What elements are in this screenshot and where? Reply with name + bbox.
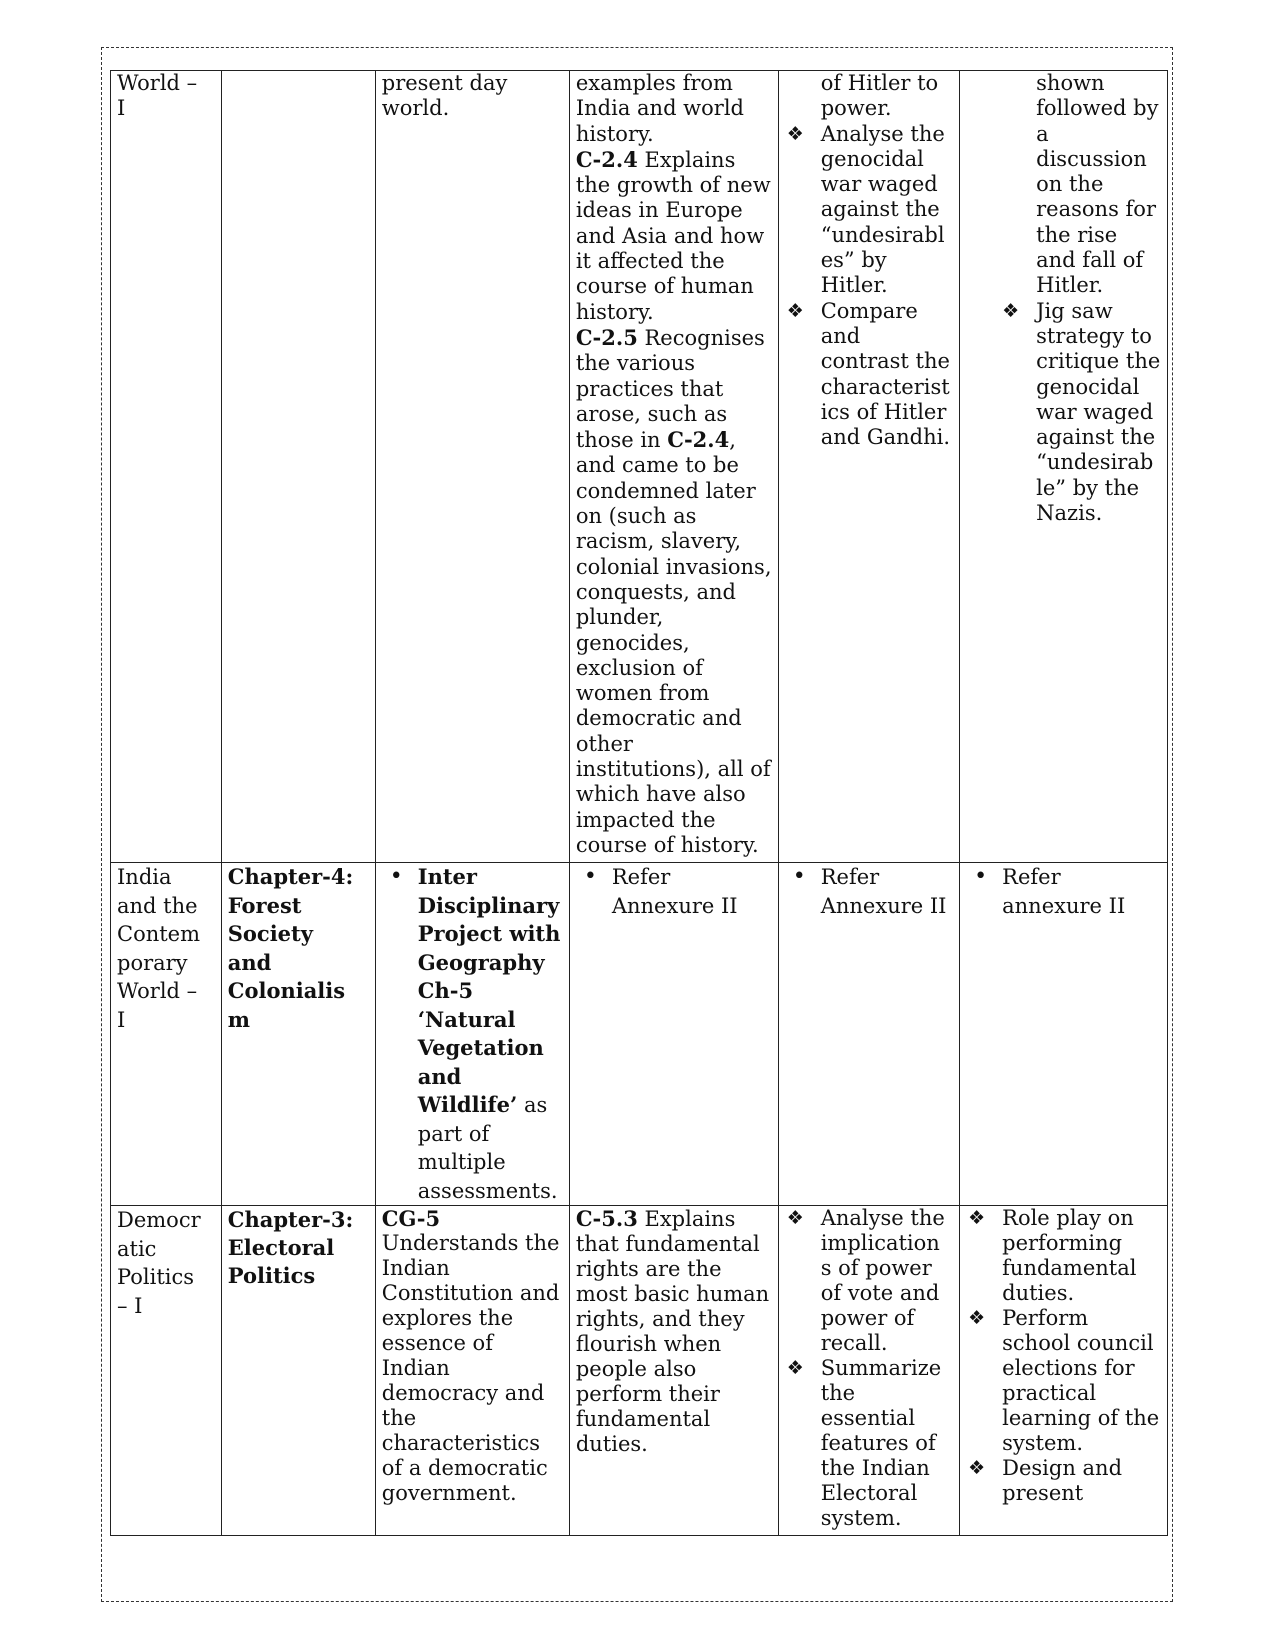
book-line: and the [117, 893, 198, 918]
book-cell [111, 71, 222, 863]
list-item: ❖ Summarize the essential features of the Indian Electoral system. [785, 1356, 953, 1531]
skills-cell [778, 863, 959, 1206]
activities-cell [960, 71, 1168, 863]
activities-cell [960, 1206, 1168, 1536]
list-item: ❖ Perform school council elections for practical learning of the system. [966, 1306, 1161, 1456]
chapter-line: and [227, 949, 272, 975]
list-item: • Refer Annexure II [785, 863, 953, 920]
list-item: ❖ Design and present [966, 1456, 1161, 1506]
annexure-list [785, 863, 953, 920]
activities-list [966, 299, 1161, 527]
activities-cell [960, 863, 1168, 1206]
text-line: present day [381, 71, 508, 95]
curriculum-table [110, 70, 1168, 1536]
text-line: world. [381, 96, 450, 121]
book-line: World – [117, 71, 198, 95]
outcome-code: C-2.5 [575, 324, 638, 350]
chapter-cell [221, 71, 375, 863]
book-line: porary [117, 950, 188, 975]
outcome-text: examples from India and world history. [575, 71, 744, 146]
learning-outcome-cell [569, 71, 778, 863]
book-line: atic [117, 1236, 157, 1261]
annexure-list [576, 863, 772, 920]
chapter-line: Forest [227, 892, 302, 918]
skills-list [785, 1206, 953, 1531]
list-item: ❖ Role play on performing fundamental duties. [966, 1206, 1161, 1306]
skills-text: of Hitler to power. [820, 71, 939, 121]
outcome-code: C-5.3 [575, 1206, 638, 1231]
list-item: • Refer annexure II [966, 863, 1161, 920]
activities-list [966, 1206, 1161, 1506]
competency-text: Understands the Indian Constitution and explores the essence of Indian democracy and the characteristics of a democratic government. [381, 1231, 560, 1505]
list-item: ❖ Jig saw strategy to critique the genocidal war waged against the “undesirab le” by the Nazis. [1000, 299, 1161, 527]
project-list [382, 863, 563, 1205]
outcome-text: Recognises the various practices that arose, such as those in [575, 325, 765, 453]
learning-outcome-cell [569, 1206, 778, 1536]
outcome-code: C-2.4 [575, 146, 638, 172]
book-cell [111, 863, 222, 1206]
chapter-line: Society [227, 921, 313, 946]
list-item: ❖ Analyse the implication s of power of vote and power of recall. [785, 1206, 953, 1356]
skills-list [785, 122, 953, 451]
book-line: I [117, 96, 126, 121]
table-row [111, 1206, 1168, 1536]
activities-text: shown followed by a discussion on the reasons for the rise and fall of Hitler. [1036, 71, 1159, 298]
chapter-line: Chapter-3: [227, 1207, 354, 1232]
book-line: – I [117, 1293, 143, 1318]
chapter-cell [221, 1206, 375, 1536]
competency-code: CG-5 [381, 1206, 441, 1231]
competency-cell [375, 71, 569, 863]
book-line: Contem [117, 922, 201, 946]
outcome-text: Explains the growth of new ideas in Europe and Asia and how it affected the course of human history. [575, 147, 771, 324]
book-line: Politics [117, 1265, 195, 1289]
skills-cell [778, 1206, 959, 1536]
book-line: Democr [117, 1208, 201, 1232]
chapter-line: Electoral [227, 1235, 335, 1260]
list-item [382, 863, 563, 1205]
outcome-text: , and came to be condemned later on (such as racism, slavery, colonial invasions, conquests, and plunder, genocides, exclusion of women from democratic and other institutions), all of which have also impacted the course of history. [575, 428, 772, 857]
list-item: • Refer Annexure II [576, 863, 772, 920]
book-line: India [117, 865, 172, 889]
table-row [111, 71, 1168, 863]
competency-cell [375, 1206, 569, 1536]
list-item: ❖ Compare and contrast the characterist ics of Hitler and Gandhi. [785, 299, 953, 451]
project-text: as part of multiple assessments. [417, 1093, 558, 1203]
project-title: Inter Disciplinary Project with Geography Ch-5 ‘Natural Vegetation and Wildlife’ [417, 864, 561, 1117]
outcome-text: Explains that fundamental rights are the most basic human rights, and they flourish when people also perform their fundamental duties. [575, 1207, 770, 1456]
book-cell [111, 1206, 222, 1536]
chapter-line: Chapter-4: [227, 864, 354, 889]
learning-outcome-cell [569, 863, 778, 1206]
chapter-cell [221, 863, 375, 1206]
annexure-list [966, 863, 1161, 920]
book-line: I [117, 1007, 126, 1032]
competency-cell [375, 863, 569, 1206]
table-row [111, 863, 1168, 1206]
skills-cell [778, 71, 959, 863]
book-line: World – [117, 979, 198, 1003]
list-item: ❖ Analyse the genocidal war waged against the “undesirabl es” by Hitler. [785, 122, 953, 299]
chapter-line: Colonialis [227, 978, 346, 1003]
outcome-code: C-2.4 [667, 427, 730, 453]
chapter-line: m [227, 1006, 250, 1032]
chapter-line: Politics [227, 1263, 316, 1288]
